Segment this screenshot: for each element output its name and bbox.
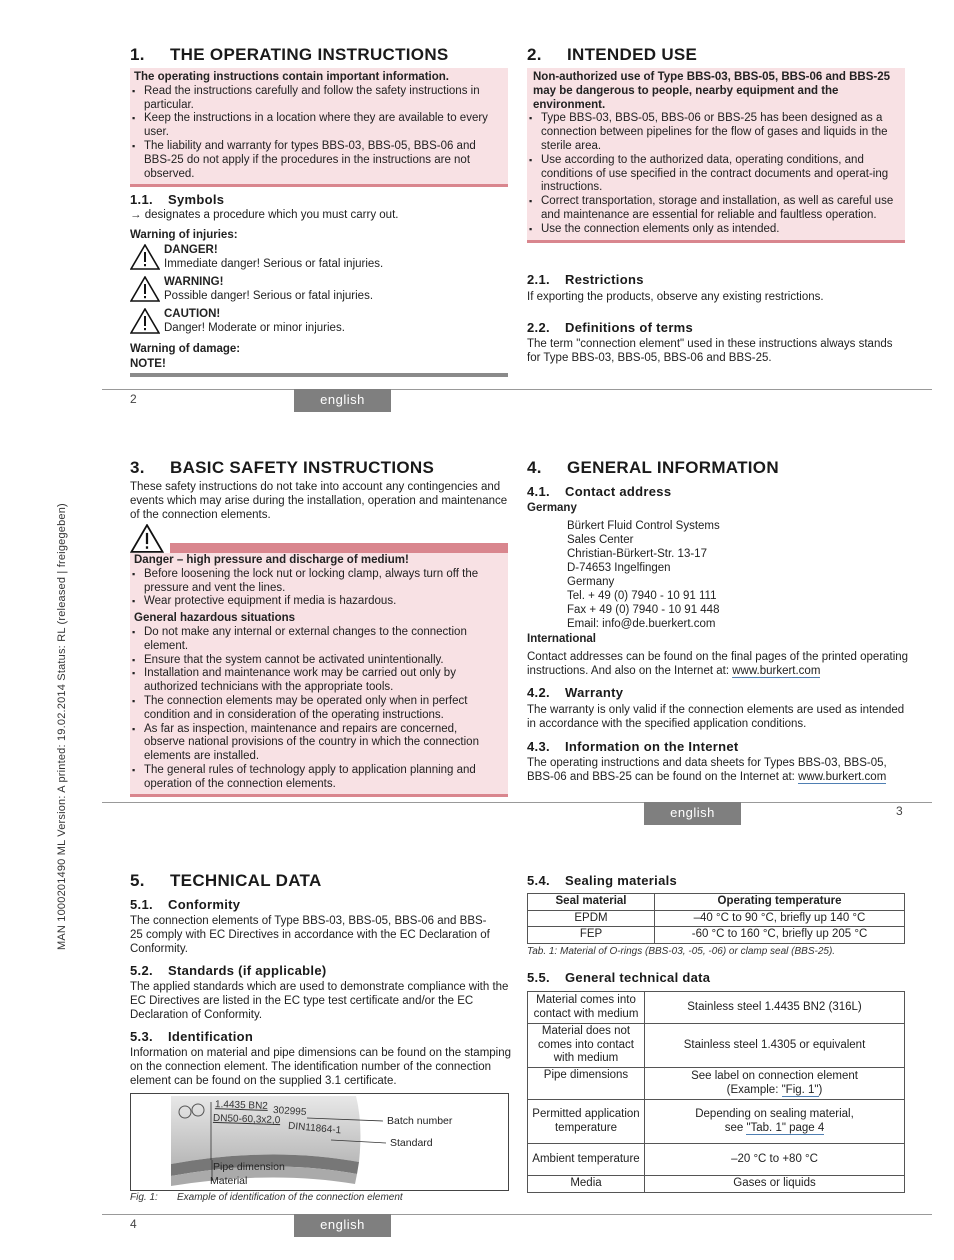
table-header-row <box>528 894 905 911</box>
website-link[interactable]: www.burkert.com <box>732 664 821 677</box>
danger-bar <box>170 543 508 553</box>
table-caption: Tab. 1: Material of O-rings (BBS-03, -05, -06) or clamp seal (BBS-25). <box>527 946 836 957</box>
arrow-line: → designates a procedure which you must carry out. <box>130 209 399 221</box>
identification-figure <box>130 1093 509 1191</box>
s5-5-title: 5.5. General technical data <box>527 970 711 985</box>
table-cell: FEP <box>528 927 655 944</box>
section-2-title: 2. INTENDED USE <box>527 45 698 64</box>
section-1-title: 1. THE OPERATING INSTRUCTIONS <box>130 45 449 64</box>
section-5-title: 5. TECHNICAL DATA <box>130 871 322 890</box>
warning-triangle-icon <box>130 276 160 302</box>
table-cell: EPDM <box>528 910 655 927</box>
warning-title: DANGER! <box>164 244 218 256</box>
s5-2-title: 5.2. Standards (if applicable) <box>130 963 327 978</box>
warranty-text: The warranty is only valid if the connection elements are used as intended in accordance with the specified application conditions. <box>527 704 905 730</box>
identification-text: Information on material and pipe dimensions can be found on the stamping on the connection element. The identification number of the connection element can be found on the supplied 3.1 certificate. <box>130 1047 512 1087</box>
list-item: ▪ Type BBS-03, BBS-05, BBS-06 or BBS-25 has been designed as a connection between pipelines for the flow of gases and liquids in the sterile area. <box>527 112 895 153</box>
table-row <box>528 1176 905 1193</box>
section-3-title: 3. BASIC SAFETY INSTRUCTIONS <box>130 458 435 477</box>
page-number: 4 <box>130 1217 137 1231</box>
stamp-material: 1.4435 BN2 <box>214 1099 269 1112</box>
s5-3-title: 5.3. Identification <box>130 1029 254 1044</box>
warning-triangle-icon <box>130 308 160 334</box>
table-row <box>528 992 905 1024</box>
table-row <box>528 1144 905 1176</box>
list-item: ▪ Correct transportation, storage and installation, as well as careful use and maintenance are essential for reliable and faultless operation. <box>527 195 895 223</box>
stamp-pipe: DN50-60,3x2,0 <box>212 1112 281 1127</box>
table-cell: Gases or liquids <box>645 1176 905 1193</box>
list-item: ▪ Use according to the authorized data, operating conditions, and conditions of use specified in the contract documents and operat-ing instructions. <box>527 154 895 195</box>
stamp-illustration <box>131 1094 508 1190</box>
note-label: NOTE! <box>130 358 166 370</box>
injury-warning-label: Warning of injuries: <box>130 229 238 241</box>
website-link[interactable]: www.burkert.com <box>798 770 887 783</box>
list-item: ▪ The connection elements may be operated only when in perfect condition and in consideration of the operating instructions. <box>130 695 498 723</box>
page-3-footer-rule <box>102 802 932 803</box>
s2-box-list <box>527 112 905 236</box>
language-tab: english <box>294 389 391 412</box>
table-cell: Stainless steel 1.4305 or equivalent <box>645 1024 905 1068</box>
label-material: Material <box>210 1175 248 1187</box>
list-item: ▪ Installation and maintenance work may be carried out only by authorized technicians with the appropriate tools. <box>130 667 498 695</box>
table-link[interactable]: "Tab. 1" page 4 <box>746 1121 825 1134</box>
page-4-footer-rule <box>102 1214 932 1215</box>
list-item: ▪ Do not make any internal or external changes to the connection element. <box>130 626 498 654</box>
general-data-table <box>527 991 905 1193</box>
s4-2-title: 4.2. Warranty <box>527 685 624 700</box>
address-line: Email: info@de.buerkert.com <box>567 618 716 630</box>
warning-danger <box>130 244 500 276</box>
list-item: ▪ Before loosening the lock nut or locking clamp, always turn off the pressure and vent the lines. <box>130 568 498 596</box>
general-table-wrap <box>527 991 905 1193</box>
s2-box-heading: Non-authorized use of Type BBS-03, BBS-05, BBS-06 and BBS-25 may be dangerous to people, nearby equipment and the environment. <box>533 71 890 111</box>
warning-text: Immediate danger! Serious or fatal injuries. <box>164 257 384 270</box>
international-text: Contact addresses can be found on the final pages of the printed operating instructions. And also on the Internet at: www.burkert.com <box>527 651 909 677</box>
standards-text: The applied standards which are used to demonstrate compliance with the EC Directives are listed in the EC type test certificate and/or the EC Declaration of Conformity. <box>130 981 509 1021</box>
table-row <box>528 1068 905 1100</box>
sealing-table-wrap <box>527 893 905 944</box>
warning-triangle-icon <box>130 244 160 270</box>
table-cell: Depending on sealing material, see "Tab. 1" page 4 <box>645 1100 905 1144</box>
sealing-table <box>527 893 905 944</box>
list-item: ▪ Read the instructions carefully and follow the safety instructions in particular. <box>130 85 498 113</box>
label-pipe-dimension: Pipe dimension <box>213 1161 285 1173</box>
warning-title: WARNING! <box>164 276 224 288</box>
list-item: ▪ As far as inspection, maintenance and repairs are concerned, observe national provisions of the country in which the connection elements are installed. <box>130 723 498 764</box>
address-line: Germany <box>567 576 615 588</box>
danger-heading: Danger – high pressure and discharge of medium! <box>134 554 409 566</box>
address-line: Christian-Bürkert-Str. 13-17 <box>567 548 707 560</box>
safety-intro: These safety instructions do not take into account any contingencies and events which may arise during the installation, operation and maintenance of the connection elements. <box>130 481 508 521</box>
address-line: Bürkert Fluid Control Systems <box>567 520 720 532</box>
s1-info-box <box>130 68 508 187</box>
list-item: ▪ Use the connection elements only as intended. <box>527 223 895 237</box>
internet-text: The operating instructions and data sheets for Types BBS-03, BBS-05, BBS-06 and BBS-25 can be found on the Internet at: www.burkert.com <box>527 757 887 783</box>
table-cell: Material comes into contact with medium <box>528 992 645 1024</box>
label-standard: Standard <box>390 1137 433 1149</box>
page-number: 2 <box>130 392 137 406</box>
warning-list <box>130 244 500 340</box>
side-print-info: MAN 1000201490 ML Version: A printed: 19.02.2014 Status: RL (released | freigegeben) <box>56 503 68 950</box>
table-header: Operating temperature <box>655 894 905 911</box>
restrictions-text: If exporting the products, observe any existing restrictions. <box>527 291 824 303</box>
s2-1-title: 2.1. Restrictions <box>527 272 644 287</box>
list-item: ▪ The general rules of technology apply to application planning and operation of the connection elements. <box>130 764 498 792</box>
label-batch-number: Batch number <box>387 1115 453 1127</box>
warning-triangle-icon <box>130 524 164 553</box>
list-item: ▪ Wear protective equipment if media is hazardous. <box>130 595 498 609</box>
s1-box-list <box>130 85 508 182</box>
damage-warning-label: Warning of damage: <box>130 343 241 355</box>
general-hazards-heading: General hazardous situations <box>134 612 296 625</box>
s3-danger-box <box>130 553 508 797</box>
section-4-title: 4. GENERAL INFORMATION <box>527 458 779 477</box>
s1-box-heading: The operating instructions contain important information. <box>134 71 449 83</box>
s4-3-title: 4.3. Information on the Internet <box>527 739 739 754</box>
table-cell: -60 °C to 160 °C, briefly up 205 °C <box>655 927 905 944</box>
s2-2-title: 2.2. Definitions of terms <box>527 320 694 335</box>
country-label: Germany <box>527 502 577 514</box>
warning-title: CAUTION! <box>164 308 221 320</box>
danger-list <box>130 568 508 609</box>
s4-1-title: 4.1. Contact address <box>527 484 672 499</box>
s5-4-title: 5.4. Sealing materials <box>527 873 678 888</box>
table-cell: Ambient temperature <box>528 1144 645 1176</box>
table-cell: See label on connection element (Example: "Fig. 1") <box>645 1068 905 1100</box>
list-item: ▪ Keep the instructions in a location where they are available to every user. <box>130 112 498 140</box>
language-tab: english <box>644 802 741 825</box>
general-hazards-list <box>130 626 508 792</box>
s1-1-title: 1.1. Symbols <box>130 192 225 207</box>
arrow-icon: → <box>130 209 142 221</box>
table-cell: Media <box>528 1176 645 1193</box>
table-row <box>528 1100 905 1144</box>
conformity-text: The connection elements of Type BBS-03, BBS-05, BBS-06 and BBS-25 comply with EC Directives in accordance with the EC Declaration of Conformity. <box>130 915 490 955</box>
address-line: D-74653 Ingelfingen <box>567 562 671 574</box>
table-row <box>528 927 905 944</box>
list-item: ▪ The liability and warranty for types BBS-03, BBS-05, BBS-06 and BBS-25 do not apply if the procedures in the instructions are not observed. <box>130 140 498 181</box>
s2-info-box <box>527 68 905 243</box>
note-bar <box>130 373 508 377</box>
table-row <box>528 1024 905 1068</box>
warning-warning <box>130 276 500 308</box>
address-line: Fax + 49 (0) 7940 - 10 91 448 <box>567 604 720 616</box>
figure-link[interactable]: "Fig. 1" <box>781 1083 819 1096</box>
international-label: International <box>527 633 597 645</box>
list-item: ▪ Ensure that the system cannot be activated unintentionally. <box>130 654 498 668</box>
page-2-footer-rule <box>102 389 932 390</box>
table-cell: Permitted application temperature <box>528 1100 645 1144</box>
table-cell: Stainless steel 1.4435 BN2 (316L) <box>645 992 905 1024</box>
table-cell: –20 °C to +80 °C <box>645 1144 905 1176</box>
table-cell: Pipe dimensions <box>528 1068 645 1100</box>
table-row <box>528 910 905 927</box>
warning-text: Danger! Moderate or minor injuries. <box>164 321 345 334</box>
s5-1-title: 5.1. Conformity <box>130 897 241 912</box>
contact-address <box>567 519 720 631</box>
address-line: Tel. + 49 (0) 7940 - 10 91 111 <box>567 590 717 602</box>
definitions-text: The term "connection element" used in these instructions always stands for Type BBS-03, BBS-05, BBS-06 and BBS-25. <box>527 338 893 364</box>
stamp-standard: DIN11864-1 <box>287 1120 342 1137</box>
address-line: Sales Center <box>567 534 634 546</box>
language-tab: english <box>294 1214 391 1237</box>
stamp-batch: 302995 <box>272 1104 307 1119</box>
table-cell: –40 °C to 90 °C, briefly up 140 °C <box>655 910 905 927</box>
warning-caution <box>130 308 500 340</box>
page-number: 3 <box>896 804 903 818</box>
figure-caption: Fig. 1: Example of identification of the connection element <box>130 1192 403 1203</box>
table-cell: Material does not comes into contact with medium <box>528 1024 645 1068</box>
warning-text: Possible danger! Serious or fatal injuries. <box>164 289 374 302</box>
table-header: Seal material <box>528 894 655 911</box>
